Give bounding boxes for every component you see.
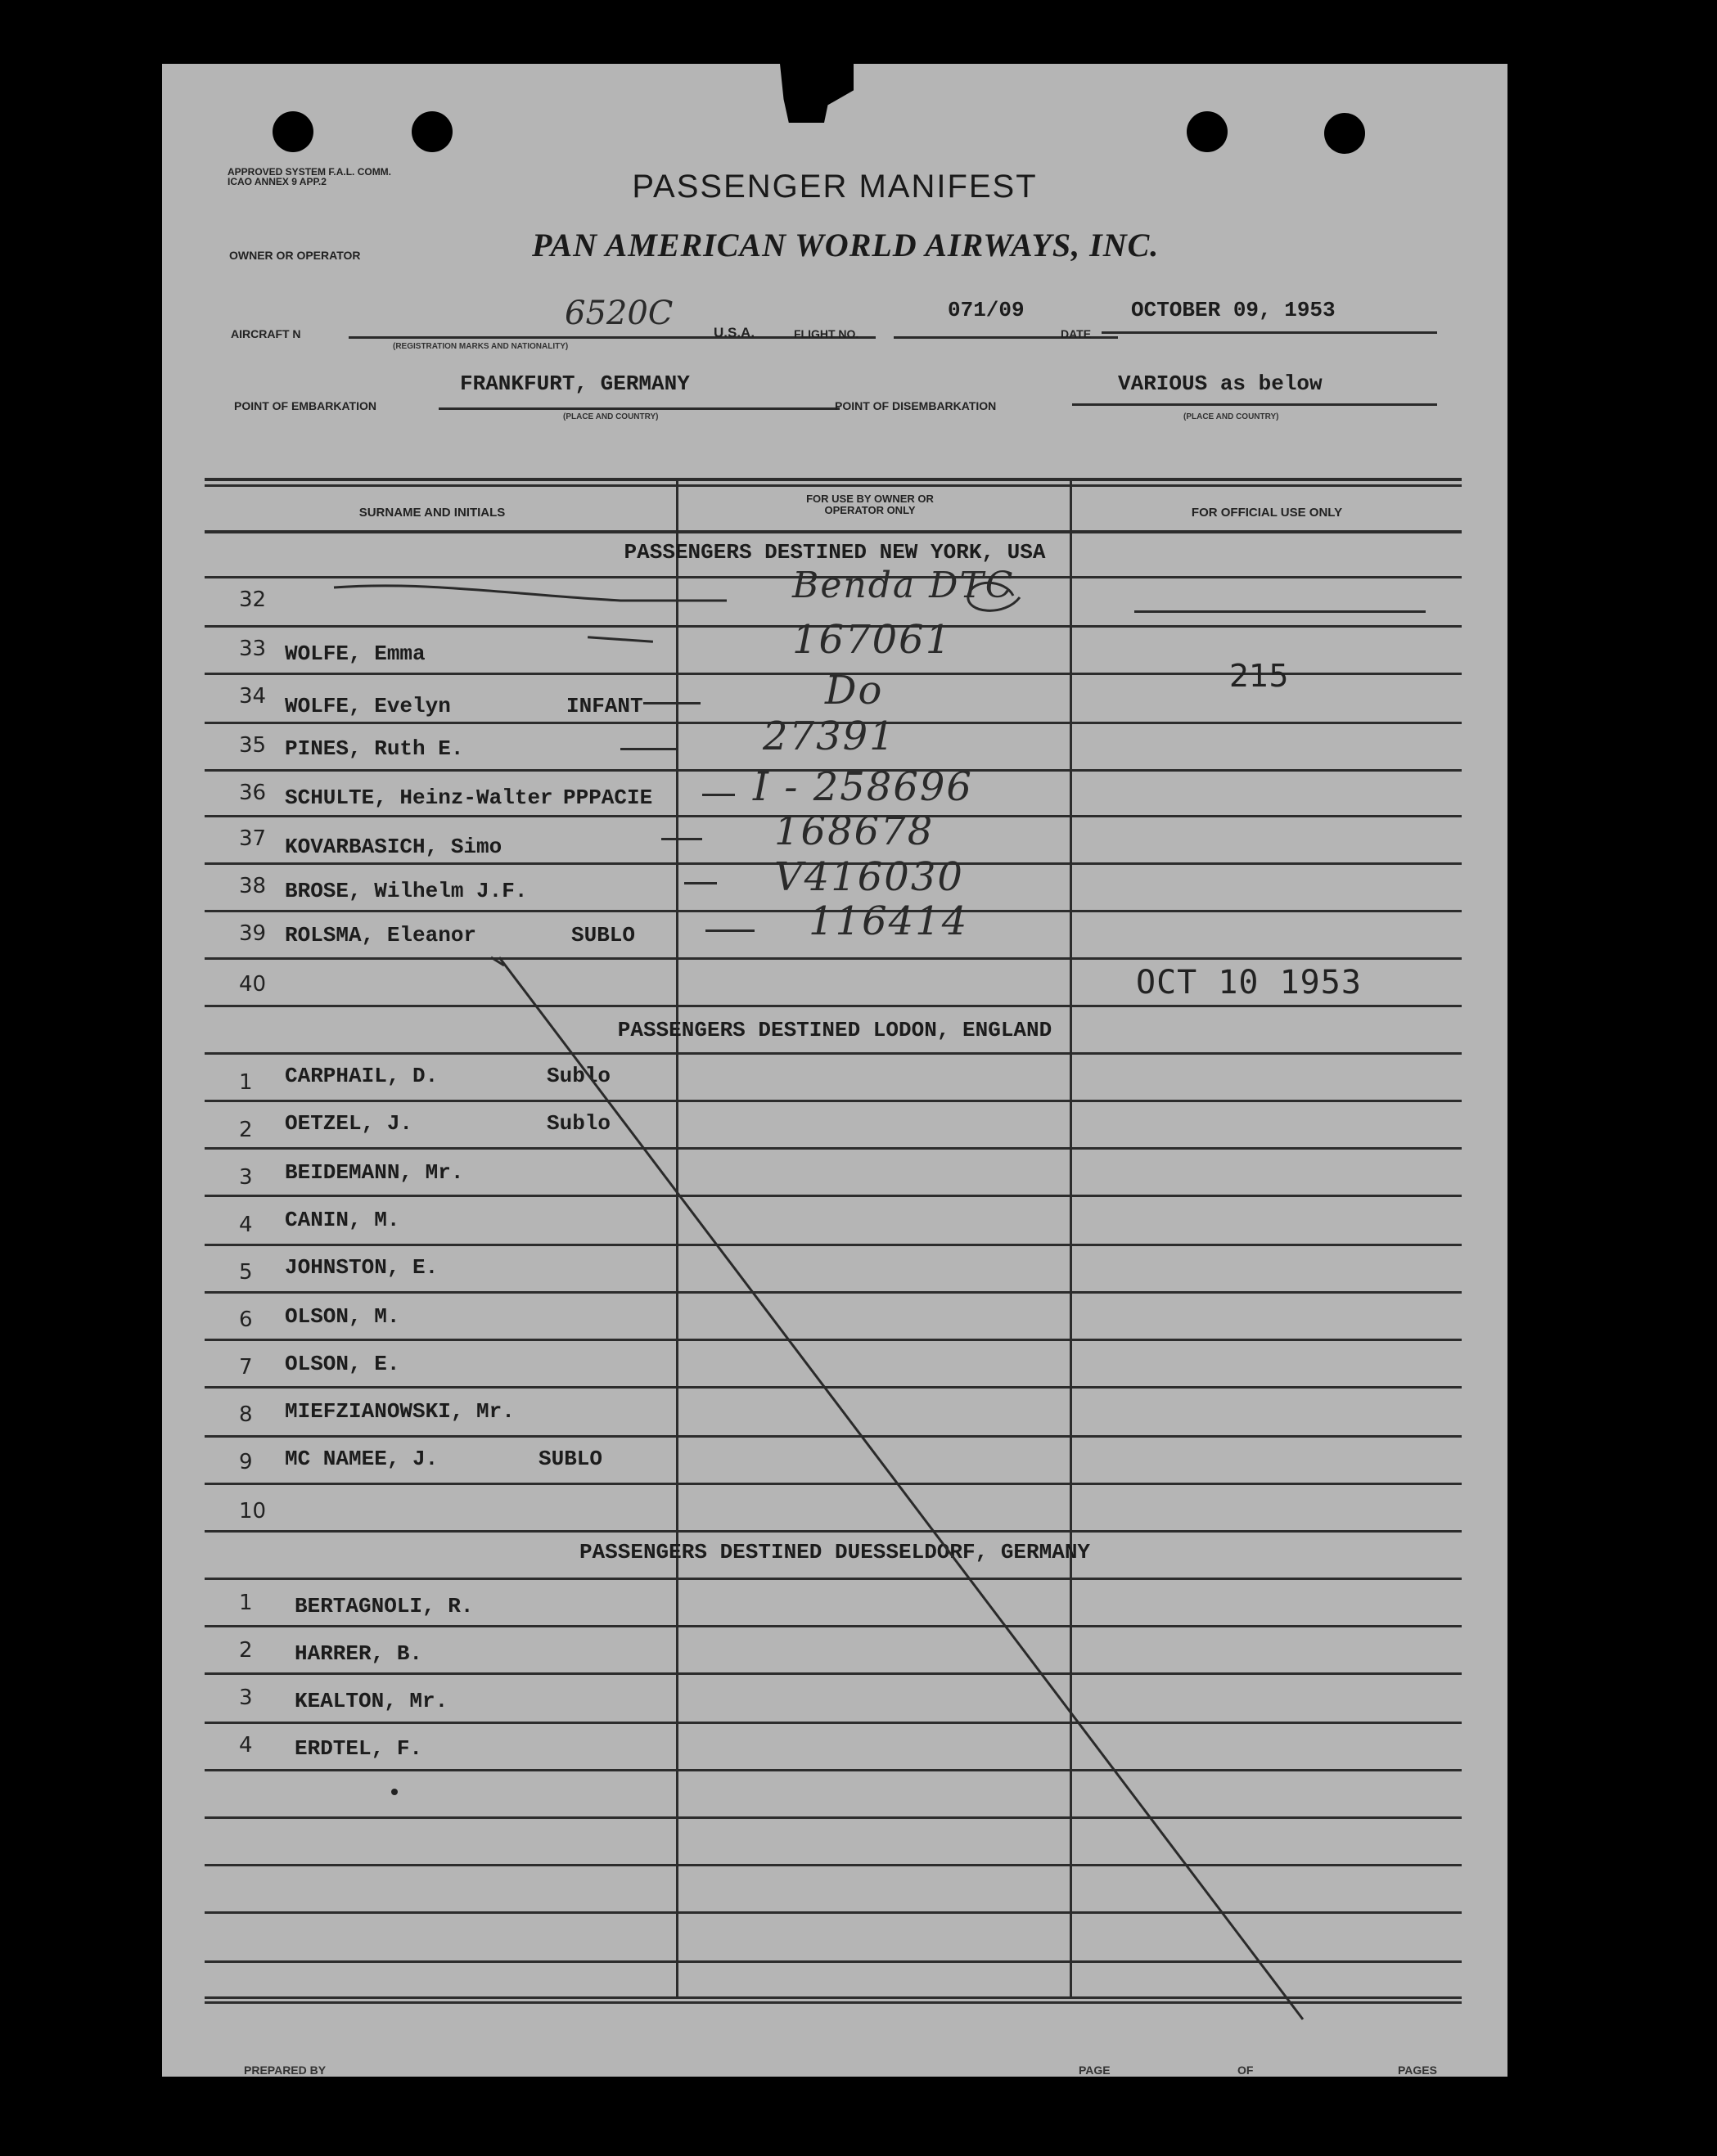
row-number: 39 [239, 921, 267, 946]
page-label: PAGE [1079, 2064, 1111, 2077]
passenger-name: HARRER, B. [295, 1641, 423, 1666]
ticket-number: Benda DTC [792, 565, 1015, 606]
approval-note: APPROVED SYSTEM F.A.L. COMM. ICAO ANNEX 9 APP.2 [228, 166, 392, 187]
embarkation-place: FRANKFURT, GERMANY [460, 371, 690, 396]
owner-label: OWNER OR OPERATOR [229, 249, 361, 262]
row-number: 32 [239, 587, 267, 612]
row-number: 9 [239, 1450, 253, 1474]
pen-scribble [968, 583, 1020, 610]
passenger-name: WOLFE, Emma [285, 641, 426, 666]
passenger-name: KOVARBASICH, Simo [285, 835, 502, 859]
passenger-name: BEIDEMANN, Mr. [285, 1160, 464, 1185]
row-number: 6 [239, 1308, 253, 1332]
date-stamp: OCT 10 1953 [1136, 964, 1362, 1001]
flight-label: FLIGHT NO. [794, 327, 859, 340]
ticket-number: 27391 [763, 713, 896, 759]
passenger-name: JOHNSTON, E. [285, 1255, 439, 1280]
ticket-number: 168678 [774, 808, 935, 854]
owner-use-column-header: FOR USE BY OWNER OR OPERATOR ONLY [806, 493, 934, 516]
row-number: 3 [239, 1165, 253, 1190]
passenger-name: OLSON, E. [285, 1352, 400, 1376]
embarkation-sublabel: (PLACE AND COUNTRY) [563, 412, 659, 421]
row-number: 8 [239, 1402, 253, 1427]
passenger-note: Sublo [547, 1111, 611, 1136]
ticket-number: I - 258696 [753, 764, 973, 810]
ticket-number: V416030 [774, 854, 964, 900]
passenger-note: SUBLO [539, 1447, 603, 1471]
passenger-name: ERDTEL, F. [295, 1736, 423, 1761]
row-number: 1 [239, 1591, 253, 1615]
disembarkation-label: POINT OF DISEMBARKATION [835, 399, 997, 412]
section-title-london: PASSENGERS DESTINED LODON, ENGLAND [617, 1018, 1052, 1042]
page-title: PASSENGER MANIFEST [632, 169, 1038, 205]
passenger-name: ROLSMA, Eleanor [285, 923, 477, 947]
row-number: 38 [239, 874, 267, 898]
disembarkation-sublabel: (PLACE AND COUNTRY) [1183, 412, 1279, 421]
passenger-name: WOLFE, Evelyn [285, 694, 451, 718]
passenger-name: CARPHAIL, D. [285, 1064, 439, 1088]
passenger-name: KEALTON, Mr. [295, 1689, 448, 1713]
nationality: U.S.A. [714, 325, 755, 340]
flight-number: 071/09 [948, 298, 1025, 322]
section-title-duesseldorf: PASSENGERS DESTINED DUESSELDORF, GERMANY [579, 1540, 1091, 1564]
row-number: 34 [239, 684, 267, 709]
of-label: OF [1237, 2064, 1254, 2077]
aircraft-registration: 6520C [565, 295, 674, 332]
row-number: 4 [239, 1733, 253, 1758]
row-number: 4 [239, 1213, 253, 1237]
flight-date: OCTOBER 09, 1953 [1131, 298, 1336, 322]
passenger-name: PINES, Ruth E. [285, 736, 464, 761]
passenger-note: PPPACIE [563, 785, 653, 810]
aircraft-label: AIRCRAFT N [231, 327, 301, 340]
passenger-note: SUBLO [571, 923, 636, 947]
surname-column-header: SURNAME AND INITIALS [358, 506, 506, 520]
official-count: 215 [1229, 658, 1289, 694]
row-number: 2 [239, 1638, 253, 1663]
passenger-name: MIEFZIANOWSKI, Mr. [285, 1399, 515, 1424]
row-number: 36 [239, 781, 267, 805]
pen-strokes [162, 64, 1507, 2077]
ink-dot [391, 1789, 398, 1795]
passenger-note: Sublo [547, 1064, 611, 1088]
row-number: 40 [239, 972, 267, 997]
row-number: 1 [239, 1070, 253, 1095]
ticket-number: 116414 [809, 898, 969, 944]
passenger-note: INFANT [566, 694, 643, 718]
row-number: 10 [239, 1499, 267, 1524]
passenger-name: OETZEL, J. [285, 1111, 413, 1136]
disembarkation-place: VARIOUS as below [1118, 371, 1323, 396]
manifest-sheet [162, 64, 1507, 2077]
operator-name: PAN AMERICAN WORLD AIRWAYS, INC. [532, 227, 1160, 263]
row-number: 33 [239, 637, 267, 661]
pen-line [334, 586, 727, 601]
prepared-by-label: PREPARED BY [244, 2064, 327, 2077]
row-number: 5 [239, 1260, 253, 1285]
section-title-new-york: PASSENGERS DESTINED NEW YORK, USA [624, 540, 1046, 565]
row-number: 3 [239, 1686, 253, 1710]
passenger-name: MC NAMEE, J. [285, 1447, 439, 1471]
passenger-name: BROSE, Wilhelm J.F. [285, 879, 528, 903]
aircraft-sublabel: (REGISTRATION MARKS AND NATIONALITY) [393, 342, 569, 351]
row-number: 37 [239, 826, 267, 851]
passenger-name: OLSON, M. [285, 1304, 400, 1329]
ticket-number: 167061 [792, 617, 953, 663]
passenger-name: SCHULTE, Heinz-Walter [285, 785, 553, 810]
passenger-name: BERTAGNOLI, R. [295, 1594, 474, 1618]
pages-label: PAGES [1398, 2064, 1437, 2077]
embarkation-label: POINT OF EMBARKATION [234, 399, 376, 412]
official-use-column-header: FOR OFFICIAL USE ONLY [1191, 506, 1343, 520]
row-number: 2 [239, 1118, 253, 1142]
passenger-name: CANIN, M. [285, 1208, 400, 1232]
row-number: 7 [239, 1355, 253, 1380]
date-label: DATE [1061, 327, 1092, 340]
void-diagonal-line [499, 957, 1303, 2019]
row-number: 35 [239, 733, 267, 758]
ticket-number: Do [825, 668, 884, 713]
